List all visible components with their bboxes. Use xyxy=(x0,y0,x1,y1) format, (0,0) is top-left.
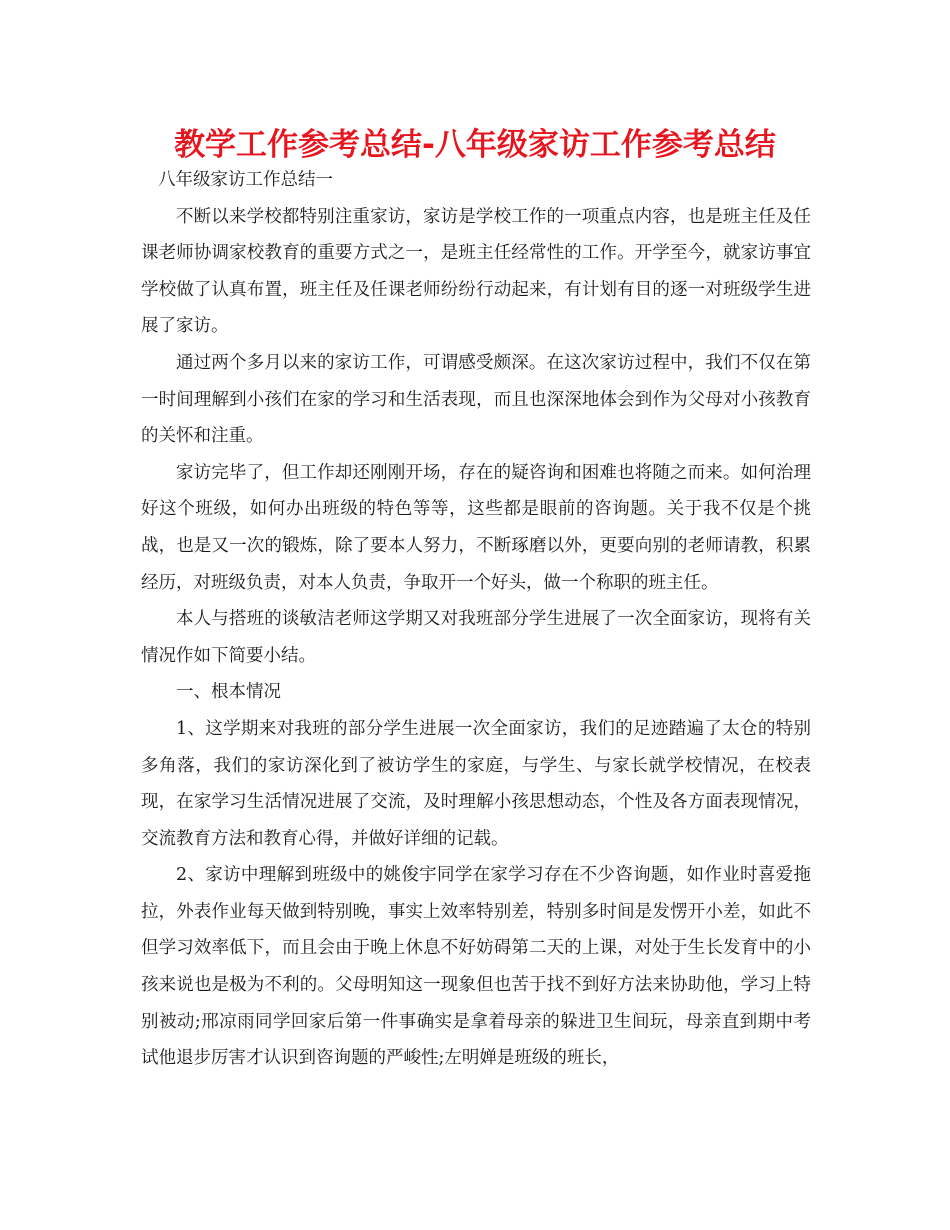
section-heading: 八年级家访工作总结一 xyxy=(158,170,333,190)
document-body xyxy=(141,162,811,1077)
paragraph: 2、家访中理解到班级中的姚俊宇同学在家学习存在不少咨询题，如作业时喜爱拖拉，外表作业每天做到特别晚，事实上效率特别差，特别多时间是发愣开小差，如此不但学习效率低下，而且会由于晚上休息不好妨碍第二天的上课，对处于生长发育中的小孩来说也是极为不利的。父母明知这一现象但也苦于找不到好方法来协助他，学习上特别被动;邢凉雨同学回家后第一件事确实是拿着母亲的躲进卫生间玩，母亲直到期中考试他退步厉害才认识到咨询题的严峻性;左明婵是班级的班长， xyxy=(141,865,811,1069)
paragraph: 不断以来学校都特别注重家访，家访是学校工作的一项重点内容，也是班主任及任课老师协调家校教育的重要方式之一，是班主任经常性的工作。开学至今，就家访事宜学校做了认真布置，班主任及任课老师纷纷行动起来，有计划有目的逐一对班级学生进展了家访。 xyxy=(141,206,811,337)
paragraph: 通过两个多月以来的家访工作，可谓感受颇深。在这次家访过程中，我们不仅在第一时间理解到小孩们在家的学习和生活表现，而且也深深地体会到作为父母对小孩教育的关怀和注重。 xyxy=(141,352,811,447)
document-title: 教学工作参考总结-八年级家访工作参考总结 xyxy=(174,127,776,163)
paragraph: 本人与搭班的谈敏洁老师这学期又对我班部分学生进展了一次全面家访，现将有关情况作如下简要小结。 xyxy=(141,609,811,666)
paragraph: 一、根本情况 xyxy=(176,682,281,703)
paragraph: 家访完毕了，但工作却还刚刚开场，存在的疑咨询和困难也将随之而来。如何治理好这个班级，如何办出班级的特色等等，这些都是眼前的咨询题。关于我不仅是个挑战，也是又一次的锻炼，除了要本人努力，不断琢磨以外，更要向别的老师请教，积累经历，对班级负责，对本人负责，争取开一个好头，做一个称职的班主任。 xyxy=(141,462,811,593)
paragraph: 1、这学期来对我班的部分学生进展一次全面家访，我们的足迹踏遍了太仓的特别多角落，我们的家访深化到了被访学生的家庭，与学生、与家长就学校情况，在校表现，在家学习生活情况进展了交流，及时理解小孩思想动态，个性及各方面表现情况，交流教育方法和教育心得，并做好详细的记载。 xyxy=(141,718,811,849)
